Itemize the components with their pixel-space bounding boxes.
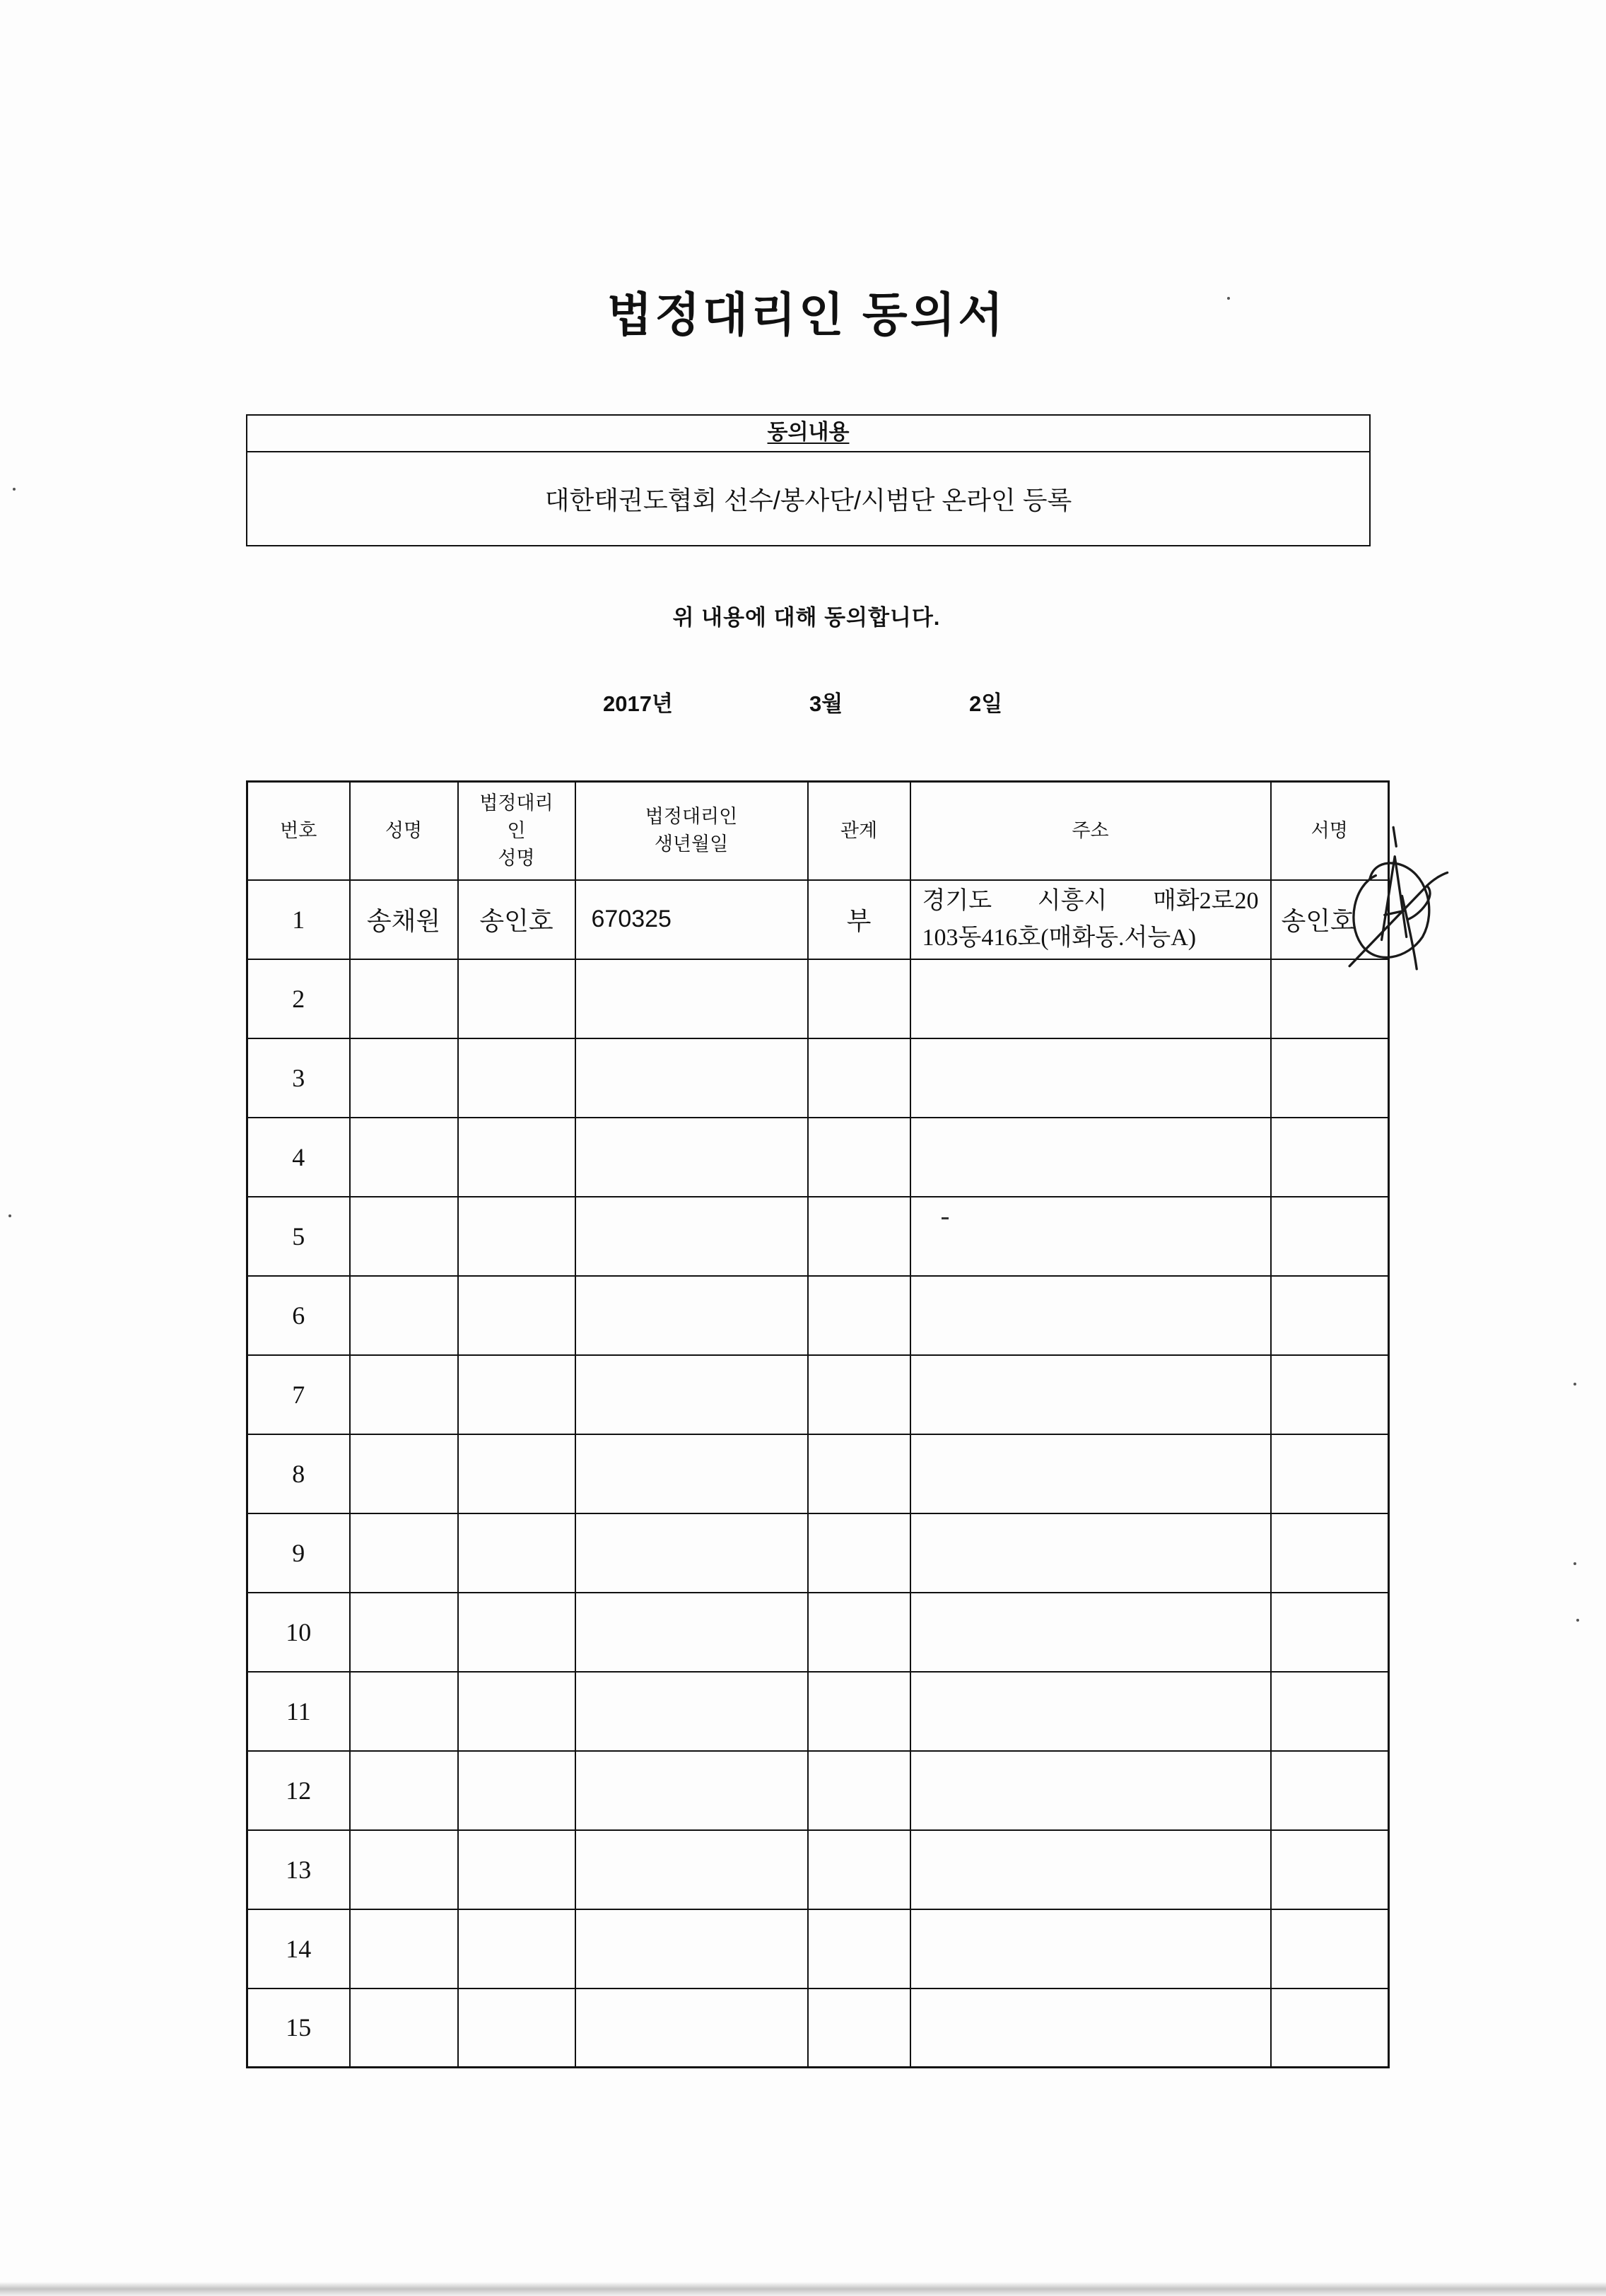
- cell-guardian-name: [458, 1118, 575, 1197]
- cell-guardian-birth: [575, 1118, 808, 1197]
- cell-address: [910, 1672, 1271, 1751]
- cell-signature: [1271, 1593, 1389, 1672]
- cell-address: [910, 1038, 1271, 1118]
- cell-signature: [1271, 1830, 1389, 1909]
- cell-number: 13: [247, 1830, 350, 1909]
- table-row: [247, 1513, 1389, 1593]
- scan-speck: [1573, 1383, 1576, 1386]
- header-name: 성명: [350, 782, 458, 880]
- table-row: [247, 1751, 1389, 1830]
- scan-speck: [1576, 1619, 1579, 1622]
- cell-number: 8: [247, 1434, 350, 1513]
- scan-speck: [1227, 297, 1230, 300]
- cell-guardian-birth: [575, 1355, 808, 1434]
- cell-name: [350, 1751, 458, 1830]
- cell-number: 12: [247, 1751, 350, 1830]
- cell-guardian-birth: [575, 1988, 808, 2068]
- cell-guardian-name: [458, 1988, 575, 2068]
- cell-guardian-name: [458, 1830, 575, 1909]
- cell-relation: 부: [808, 880, 910, 959]
- cell-signature: [1271, 1434, 1389, 1513]
- cell-address: [910, 1513, 1271, 1593]
- handwritten-signature: [1325, 820, 1456, 973]
- date-month: 3월: [809, 691, 843, 716]
- cell-relation: [808, 1672, 910, 1751]
- cell-relation: [808, 1751, 910, 1830]
- cell-guardian-name: [458, 1434, 575, 1513]
- cell-number: 2: [247, 959, 350, 1038]
- cell-address: [910, 1197, 1271, 1276]
- cell-relation: [808, 1276, 910, 1355]
- cell-relation: [808, 1909, 910, 1988]
- cell-signature: [1271, 1118, 1389, 1197]
- cell-guardian-name: [458, 1593, 575, 1672]
- cell-address: [910, 1988, 1271, 2068]
- table-row: [247, 1434, 1389, 1513]
- cell-name: [350, 959, 458, 1038]
- cell-guardian-birth: [575, 1513, 808, 1593]
- cell-number: 10: [247, 1593, 350, 1672]
- cell-signature: [1271, 1197, 1389, 1276]
- cell-guardian-name: [458, 959, 575, 1038]
- consent-header-label: 동의내용: [767, 421, 850, 444]
- scan-dash: [942, 1217, 949, 1219]
- date-year: 2017년: [603, 691, 673, 716]
- scan-edge: [0, 2282, 1606, 2296]
- cell-name: 송채원: [350, 880, 458, 959]
- cell-signature: [1271, 1038, 1389, 1118]
- cell-guardian-name: [458, 1197, 575, 1276]
- cell-signature: [1271, 1513, 1389, 1593]
- cell-relation: [808, 1038, 910, 1118]
- table-row: [247, 1830, 1389, 1909]
- table-row: [247, 1988, 1389, 2068]
- cell-relation: [808, 1355, 910, 1434]
- cell-signature: [1271, 1672, 1389, 1751]
- cell-relation: [808, 1593, 910, 1672]
- cell-signature: [1271, 1751, 1389, 1830]
- cell-name: [350, 1830, 458, 1909]
- cell-relation: [808, 1434, 910, 1513]
- header-address: 주소: [910, 782, 1271, 880]
- table-row: [247, 1276, 1389, 1355]
- header-relation: 관계: [808, 782, 910, 880]
- cell-number: 5: [247, 1197, 350, 1276]
- cell-guardian-birth: [575, 1830, 808, 1909]
- scan-speck: [8, 1214, 11, 1217]
- table-row: [247, 1118, 1389, 1197]
- table-row: [247, 1355, 1389, 1434]
- cell-number: 1: [247, 880, 350, 959]
- cell-number: 14: [247, 1909, 350, 1988]
- guardian-roster-table: [246, 780, 1390, 2068]
- cell-name: [350, 1197, 458, 1276]
- cell-name: [350, 1909, 458, 1988]
- table-row: [247, 959, 1389, 1038]
- consent-box: [246, 414, 1371, 546]
- cell-relation: [808, 1830, 910, 1909]
- header-guardian-birth: 법정대리인 생년월일: [575, 782, 808, 880]
- cell-address: [910, 1751, 1271, 1830]
- cell-guardian-birth: [575, 1672, 808, 1751]
- table-row: [247, 1038, 1389, 1118]
- cell-number: 3: [247, 1038, 350, 1118]
- scan-speck: [13, 488, 16, 491]
- cell-relation: [808, 1197, 910, 1276]
- table-row: [247, 1197, 1389, 1276]
- cell-guardian-name: [458, 1909, 575, 1988]
- cell-number: 6: [247, 1276, 350, 1355]
- cell-address: [910, 959, 1271, 1038]
- cell-address: [910, 1118, 1271, 1197]
- cell-number: 4: [247, 1118, 350, 1197]
- cell-address: [910, 1909, 1271, 1988]
- cell-name: [350, 1355, 458, 1434]
- cell-name: [350, 1672, 458, 1751]
- header-signature: 서명: [1271, 782, 1389, 880]
- consent-header: [247, 416, 1369, 452]
- cell-name: [350, 1593, 458, 1672]
- cell-name: [350, 1434, 458, 1513]
- cell-guardian-birth: [575, 1593, 808, 1672]
- cell-number: 7: [247, 1355, 350, 1434]
- table-row: [247, 1593, 1389, 1672]
- cell-guardian-birth: [575, 959, 808, 1038]
- consent-content: 대한태권도협회 선수/봉사단/시범단 온라인 등록: [544, 486, 1072, 515]
- cell-name: [350, 1118, 458, 1197]
- cell-signature: [1271, 1988, 1389, 2068]
- scan-speck: [1573, 1562, 1576, 1565]
- cell-signature: [1271, 1276, 1389, 1355]
- cell-address: [910, 1434, 1271, 1513]
- cell-signature: [1271, 1355, 1389, 1434]
- cell-guardian-name: [458, 1672, 575, 1751]
- date-day: 2일: [969, 691, 1003, 716]
- table-row: [247, 880, 1389, 959]
- cell-address: [910, 1593, 1271, 1672]
- cell-guardian-name: [458, 1276, 575, 1355]
- cell-relation: [808, 1988, 910, 2068]
- cell-guardian-name: [458, 1513, 575, 1593]
- cell-address: 경기도 시흥시 매화2로20 103동416호(매화동.서능A): [910, 880, 1271, 959]
- cell-signature: [1271, 1909, 1389, 1988]
- cell-name: [350, 1276, 458, 1355]
- cell-guardian-name: [458, 1355, 575, 1434]
- cell-name: [350, 1988, 458, 2068]
- cell-guardian-birth: [575, 1434, 808, 1513]
- cell-guardian-birth: [575, 1276, 808, 1355]
- cell-guardian-name: [458, 1038, 575, 1118]
- cell-guardian-birth: 670325: [575, 880, 808, 959]
- cell-name: [350, 1038, 458, 1118]
- cell-number: 15: [247, 1988, 350, 2068]
- cell-guardian-birth: [575, 1197, 808, 1276]
- cell-guardian-name: 송인호: [458, 880, 575, 959]
- document-title: 법정대리인 동의서: [606, 288, 1007, 341]
- table-row: [247, 1909, 1389, 1988]
- cell-address: [910, 1276, 1271, 1355]
- cell-relation: [808, 959, 910, 1038]
- cell-relation: [808, 1513, 910, 1593]
- cell-guardian-name: [458, 1751, 575, 1830]
- cell-signature: 송인호: [1271, 880, 1389, 959]
- table-header-row: [247, 782, 1389, 880]
- header-number: 번호: [247, 782, 350, 880]
- table-row: [247, 1672, 1389, 1751]
- cell-guardian-birth: [575, 1909, 808, 1988]
- table-body: [247, 880, 1389, 2068]
- cell-guardian-birth: [575, 1751, 808, 1830]
- cell-address: [910, 1830, 1271, 1909]
- header-guardian-name: 법정대리 인 성명: [458, 782, 575, 880]
- cell-relation: [808, 1118, 910, 1197]
- agreement-statement: 위 내용에 대해 동의합니다.: [672, 605, 941, 630]
- cell-address: [910, 1355, 1271, 1434]
- cell-number: 9: [247, 1513, 350, 1593]
- cell-number: 11: [247, 1672, 350, 1751]
- cell-guardian-birth: [575, 1038, 808, 1118]
- cell-name: [350, 1513, 458, 1593]
